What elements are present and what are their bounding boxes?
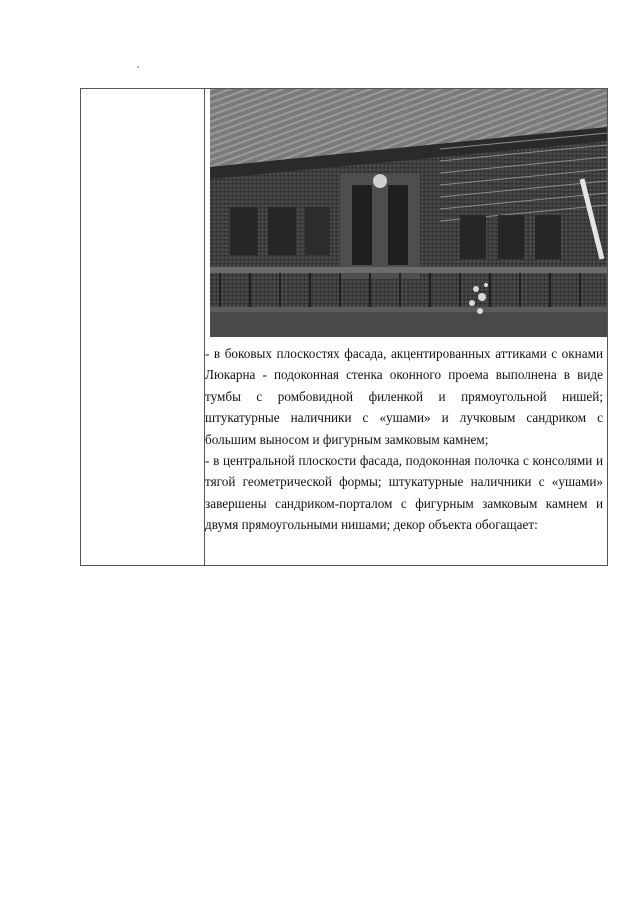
facade-photo-icon [210, 89, 607, 337]
scan-speck [137, 66, 139, 68]
facade-photo [210, 89, 607, 337]
table-right-cell [205, 89, 607, 565]
description-text [205, 343, 603, 536]
paragraph-central-facade: - в центральной плоскости фасада, подоконная полочка с консолями и тягой геометрической формы; штукатурные наличники с «ушами» завершены сандриком-порталом с фигурным замковым камнем и двумя прямоугольными нишами; декор объекта обогащает: [205, 453, 603, 533]
document-table [80, 88, 608, 566]
table-left-cell [81, 89, 205, 565]
paragraph-side-facade: - в боковых плоскостях фасада, акцентированных аттиками с окнами Люкарна - подоконная стенка оконного проема выполнена в виде тумбы с ромбовидной филенкой и прямоугольной нишей; штукатурные наличники с «ушами» и лучковым сандриком с большим выносом и фигурным замковым камнем; [205, 346, 603, 447]
